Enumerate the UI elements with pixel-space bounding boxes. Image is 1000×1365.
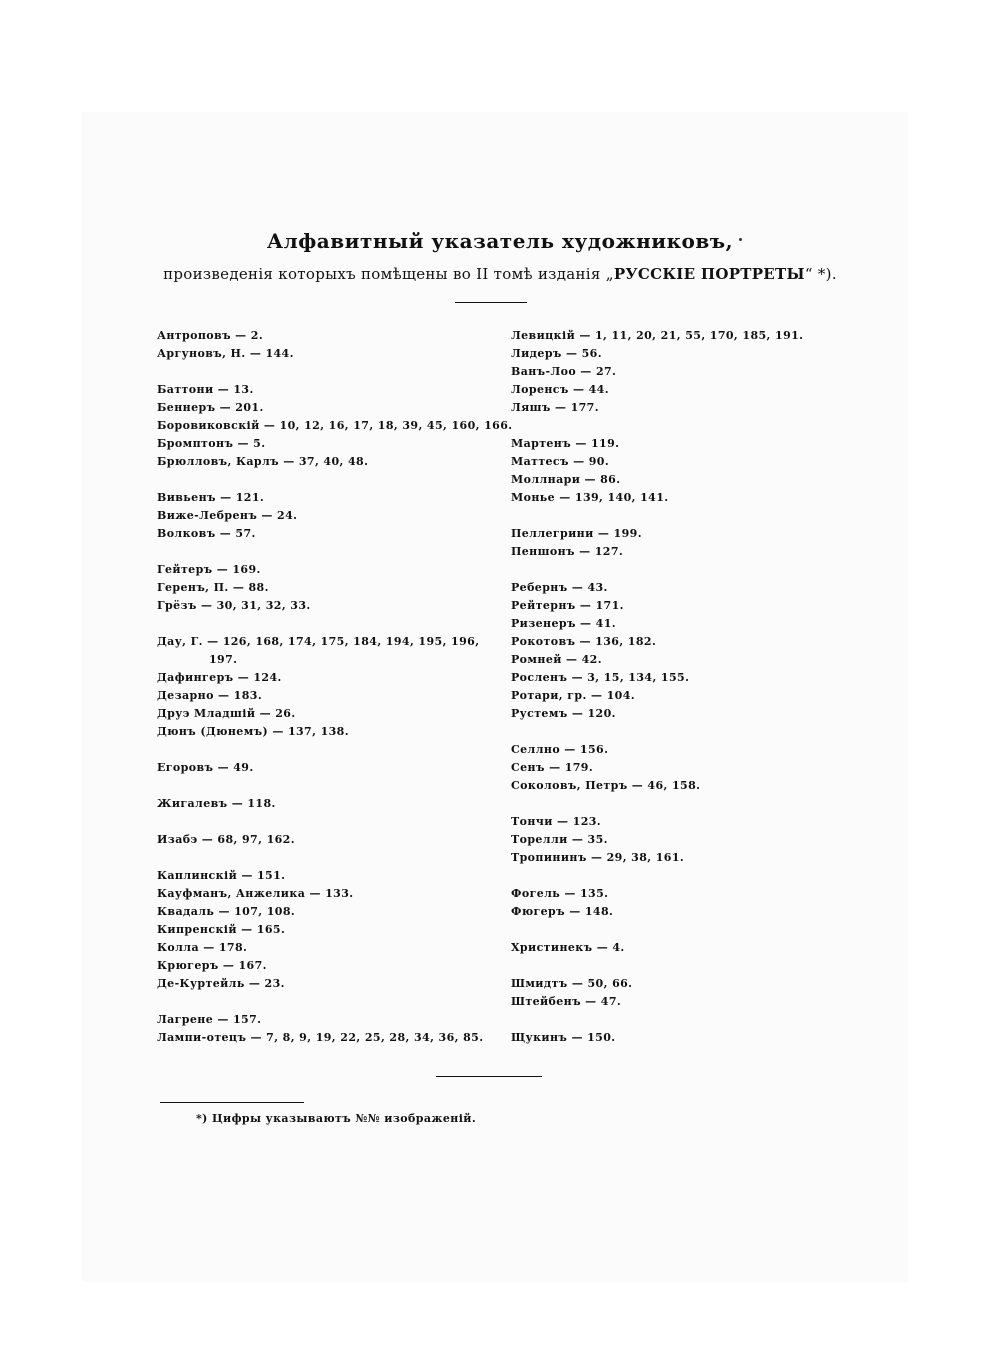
index-entry: Лоренсъ — 44. — [511, 383, 609, 396]
index-group — [511, 525, 821, 561]
index-entry: Шмидтъ — 50, 66. — [511, 977, 633, 990]
index-group — [157, 633, 487, 741]
index-entry: Ребернъ — 43. — [511, 581, 608, 594]
index-entry: 197. — [209, 653, 238, 666]
index-entry: Брюлловъ, Карлъ — 37, 40, 48. — [157, 455, 369, 468]
index-entry: Кипренскій — 165. — [157, 923, 286, 936]
index-group — [157, 759, 487, 777]
index-entry: Крюгеръ — 167. — [157, 959, 267, 972]
index-entry: Селлно — 156. — [511, 743, 609, 756]
index-group — [157, 795, 487, 813]
index-entry: Волковъ — 57. — [157, 527, 256, 540]
index-entry: Боровиковскій — 10, 12, 16, 17, 18, 39, 45, 160, 166. — [157, 419, 513, 432]
index-entry: Росленъ — 3, 15, 134, 155. — [511, 671, 690, 684]
index-entry: Фогель — 135. — [511, 887, 609, 900]
index-group — [511, 885, 821, 921]
index-entry: Моллнари — 86. — [511, 473, 621, 486]
page-title: Алфавитный указатель художниковъ, — [266, 229, 734, 253]
subtitle-publication-name: РУССКІЕ ПОРТРЕТЫ — [613, 265, 805, 283]
index-entry: Дау, Г. — 126, 168, 174, 175, 184, 194, 195, 196, — [157, 635, 480, 648]
page-subtitle — [0, 265, 1000, 283]
index-entry: Де-Куртейль — 23. — [157, 977, 285, 990]
index-entry: Гейтеръ — 169. — [157, 563, 261, 576]
index-entry: Виже-Лебренъ — 24. — [157, 509, 298, 522]
index-entry: Щукинъ — 150. — [511, 1031, 616, 1044]
index-entry: Ротари, гр. — 104. — [511, 689, 635, 702]
index-group — [157, 561, 487, 615]
index-entry: Тончи — 123. — [511, 815, 602, 828]
index-group — [157, 489, 487, 543]
index-entry: Монье — 139, 140, 141. — [511, 491, 669, 504]
index-entry: Беннеръ — 201. — [157, 401, 264, 414]
index-entry: Маттесъ — 90. — [511, 455, 610, 468]
index-entry: Колла — 178. — [157, 941, 248, 954]
index-entry: Геренъ, П. — 88. — [157, 581, 269, 594]
index-entry: Лидеръ — 56. — [511, 347, 602, 360]
index-group — [511, 939, 821, 957]
index-group — [511, 327, 821, 417]
subtitle-footnote-ref: “ *). — [804, 265, 837, 283]
index-group — [511, 741, 821, 795]
index-entry: Аргуновъ, Н. — 144. — [157, 347, 294, 360]
index-entry: Егоровъ — 49. — [157, 761, 254, 774]
index-entry: Лагрене — 157. — [157, 1013, 262, 1026]
index-group — [511, 975, 821, 1011]
index-entry: Квадаль — 107, 108. — [157, 905, 296, 918]
title-divider — [455, 302, 527, 303]
index-entry: Кауфманъ, Анжелика — 133. — [157, 887, 354, 900]
index-group — [511, 579, 821, 723]
index-entry: Бромптонъ — 5. — [157, 437, 266, 450]
index-group — [157, 831, 487, 849]
index-entry: Друэ Младшій — 26. — [157, 707, 296, 720]
index-group — [511, 435, 821, 507]
index-entry: Жигалевъ — 118. — [157, 797, 276, 810]
index-entry: Лампи-отецъ — 7, 8, 9, 19, 22, 25, 28, 34, 36, 85. — [157, 1031, 484, 1044]
index-entry: Антроповъ — 2. — [157, 329, 264, 342]
index-entry: Сенъ — 179. — [511, 761, 594, 774]
index-entry: Рейтернъ — 171. — [511, 599, 624, 612]
subtitle-text: произведенія которыхъ помѣщены во II томѣ изданія „ — [163, 265, 614, 283]
index-entry: Вивьенъ — 121. — [157, 491, 265, 504]
index-entry: Баттони — 13. — [157, 383, 254, 396]
index-entry: Пеншонъ — 127. — [511, 545, 624, 558]
index-entry: Дюнъ (Дюнемъ) — 137, 138. — [157, 725, 349, 738]
index-group — [511, 1029, 821, 1047]
index-group — [511, 813, 821, 867]
index-group — [157, 867, 487, 993]
index-column-left — [157, 327, 513, 1065]
index-entry: Рустемъ — 120. — [511, 707, 616, 720]
ink-speck — [739, 238, 742, 241]
index-entry: Дезарно — 183. — [157, 689, 263, 702]
index-entry: Дафингеръ — 124. — [157, 671, 282, 684]
index-column-right — [511, 327, 821, 1065]
index-entry: Ляшъ — 177. — [511, 401, 599, 414]
index-entry: Ванъ-Лоо — 27. — [511, 365, 617, 378]
index-group — [157, 327, 487, 363]
index-group — [157, 1011, 487, 1047]
index-entry: Ромней — 42. — [511, 653, 602, 666]
index-entry: Тропининъ — 29, 38, 161. — [511, 851, 685, 864]
index-entry: Штейбенъ — 47. — [511, 995, 622, 1008]
index-entry: Соколовъ, Петръ — 46, 158. — [511, 779, 701, 792]
index-entry: Каплинскій — 151. — [157, 869, 286, 882]
footnote: *) Цифры указываютъ №№ изображеній. — [196, 1112, 477, 1125]
index-entry: Мартенъ — 119. — [511, 437, 620, 450]
index-entry: Фюгеръ — 148. — [511, 905, 614, 918]
index-group — [157, 381, 513, 471]
footnote-divider — [160, 1102, 304, 1103]
index-entry: Христинекъ — 4. — [511, 941, 625, 954]
index-entry: Ризенеръ — 41. — [511, 617, 617, 630]
index-entry: Рокотовъ — 136, 182. — [511, 635, 657, 648]
index-entry: Левицкій — 1, 11, 20, 21, 55, 170, 185, 191. — [511, 329, 804, 342]
end-divider — [436, 1076, 542, 1077]
index-entry: Изабэ — 68, 97, 162. — [157, 833, 295, 846]
index-entry: Грёзъ — 30, 31, 32, 33. — [157, 599, 311, 612]
index-entry: Торелли — 35. — [511, 833, 608, 846]
index-entry: Пеллегрини — 199. — [511, 527, 642, 540]
